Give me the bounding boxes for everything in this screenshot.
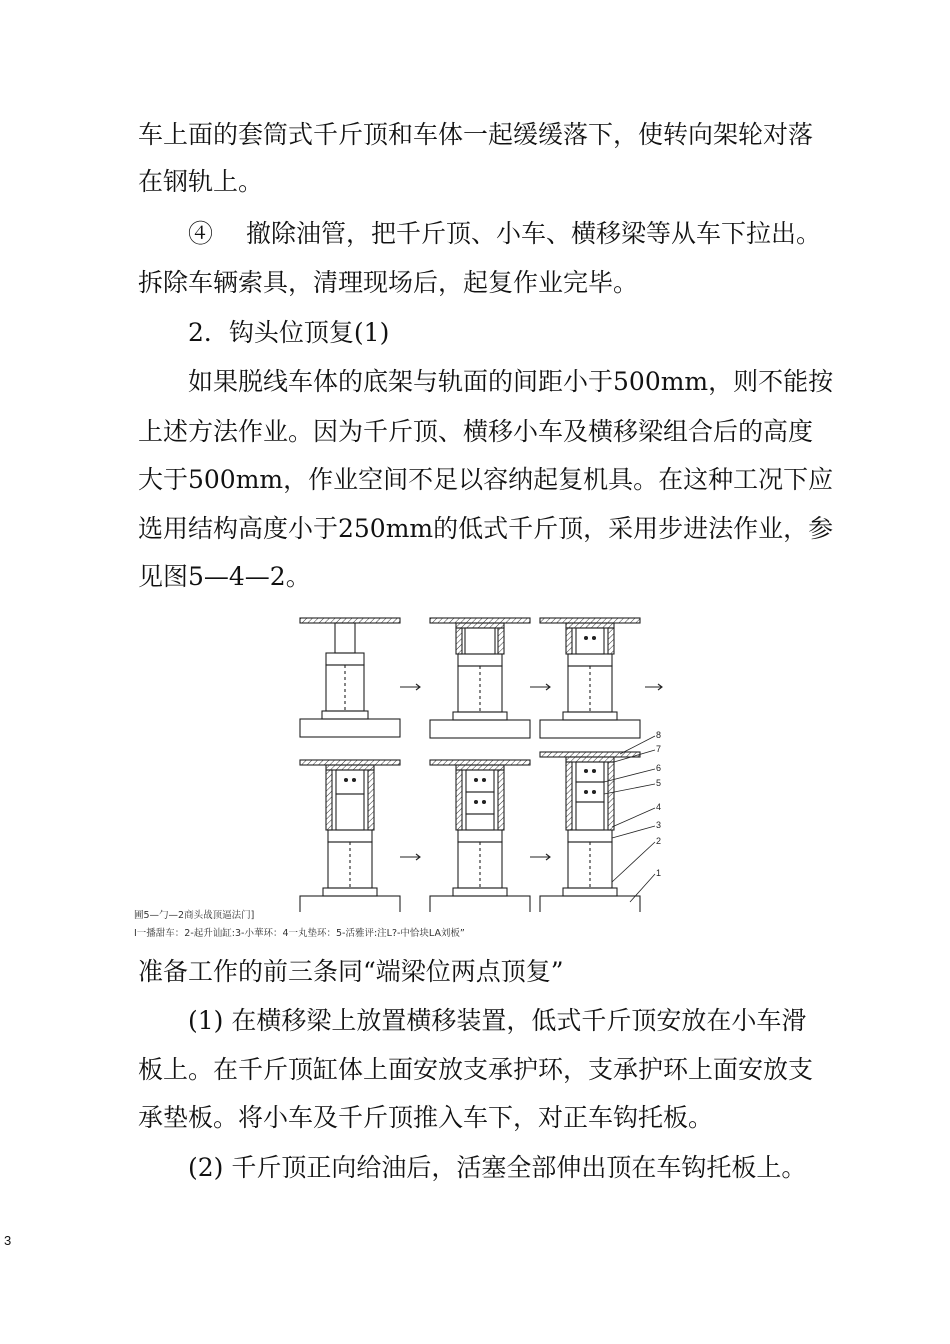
text-line-7: 上述方法作业。因为千斤顶、横移小车及横移梁组合后的高度 <box>138 417 814 446</box>
figure-caption-legend: I一播甜车：2-起升讪缸:3-小華环：4一丸垫环：5-活雅评:注L?-中恰块LA刘板” <box>134 928 465 939</box>
text-line-1: 车上面的套筒式千斤顶和车体一起缓缓落下，使转向架轮对落 <box>138 120 814 149</box>
callout-6: 6 <box>656 763 662 773</box>
callout-5: 5 <box>656 778 662 788</box>
stage-6-bottom <box>540 752 640 912</box>
callout-3: 3 <box>656 820 662 830</box>
text-line-3: ④ 撤除油管，把千斤顶、小车、横移梁等从车下拉出。 <box>188 219 821 248</box>
callout-7: 7 <box>656 744 662 754</box>
page-number: 3 <box>4 1233 12 1248</box>
jack-stepping-diagram <box>290 612 670 912</box>
text-line-8: 大于500mm，作业空间不足以容纳起复机具。在这种工况下应 <box>138 465 834 494</box>
text-line-4: 拆除车辆索具，清理现场后，起复作业完毕。 <box>138 268 639 297</box>
text-line-12: (1) 在横移梁上放置横移装置，低式千斤顶安放在小车滑 <box>188 1006 807 1035</box>
text-line-13: 板上。在千斤顶缸体上面安放支承护环，支承护环上面安放支 <box>138 1055 814 1084</box>
stage-3-top <box>540 618 640 738</box>
section-heading: 2．钩头位顶复(1) <box>188 318 390 347</box>
text-line-14: 承垫板。将小车及千斤顶推入车下，对正车钩托板。 <box>138 1103 714 1132</box>
stage-4-bottom <box>300 760 400 912</box>
stage-2-top <box>430 618 530 738</box>
callout-4: 4 <box>656 802 662 812</box>
callout-8: 8 <box>656 730 662 740</box>
callout-2: 2 <box>656 836 662 846</box>
text-line-2: 在钢轨上。 <box>138 167 264 196</box>
text-line-10: 见图5—4—2。 <box>138 562 311 591</box>
text-line-11: 准备工作的前三条同“端梁位两点顶复” <box>138 957 564 986</box>
figure-caption-title: 圃5—勹—2商头战顶逼法门] <box>134 910 255 921</box>
stage-1-top <box>300 618 400 737</box>
callout-1: 1 <box>656 868 662 878</box>
text-line-9: 选用结构高度小于250mm的低式千斤顶，采用步进法作业，参 <box>138 514 834 543</box>
text-line-15: (2) 千斤顶正向给油后，活塞全部伸出顶在车钩托板上。 <box>188 1153 807 1182</box>
stage-5-bottom <box>430 760 530 912</box>
text-line-6: 如果脱线车体的底架与轨面的间距小于500mm，则不能按 <box>188 367 834 396</box>
